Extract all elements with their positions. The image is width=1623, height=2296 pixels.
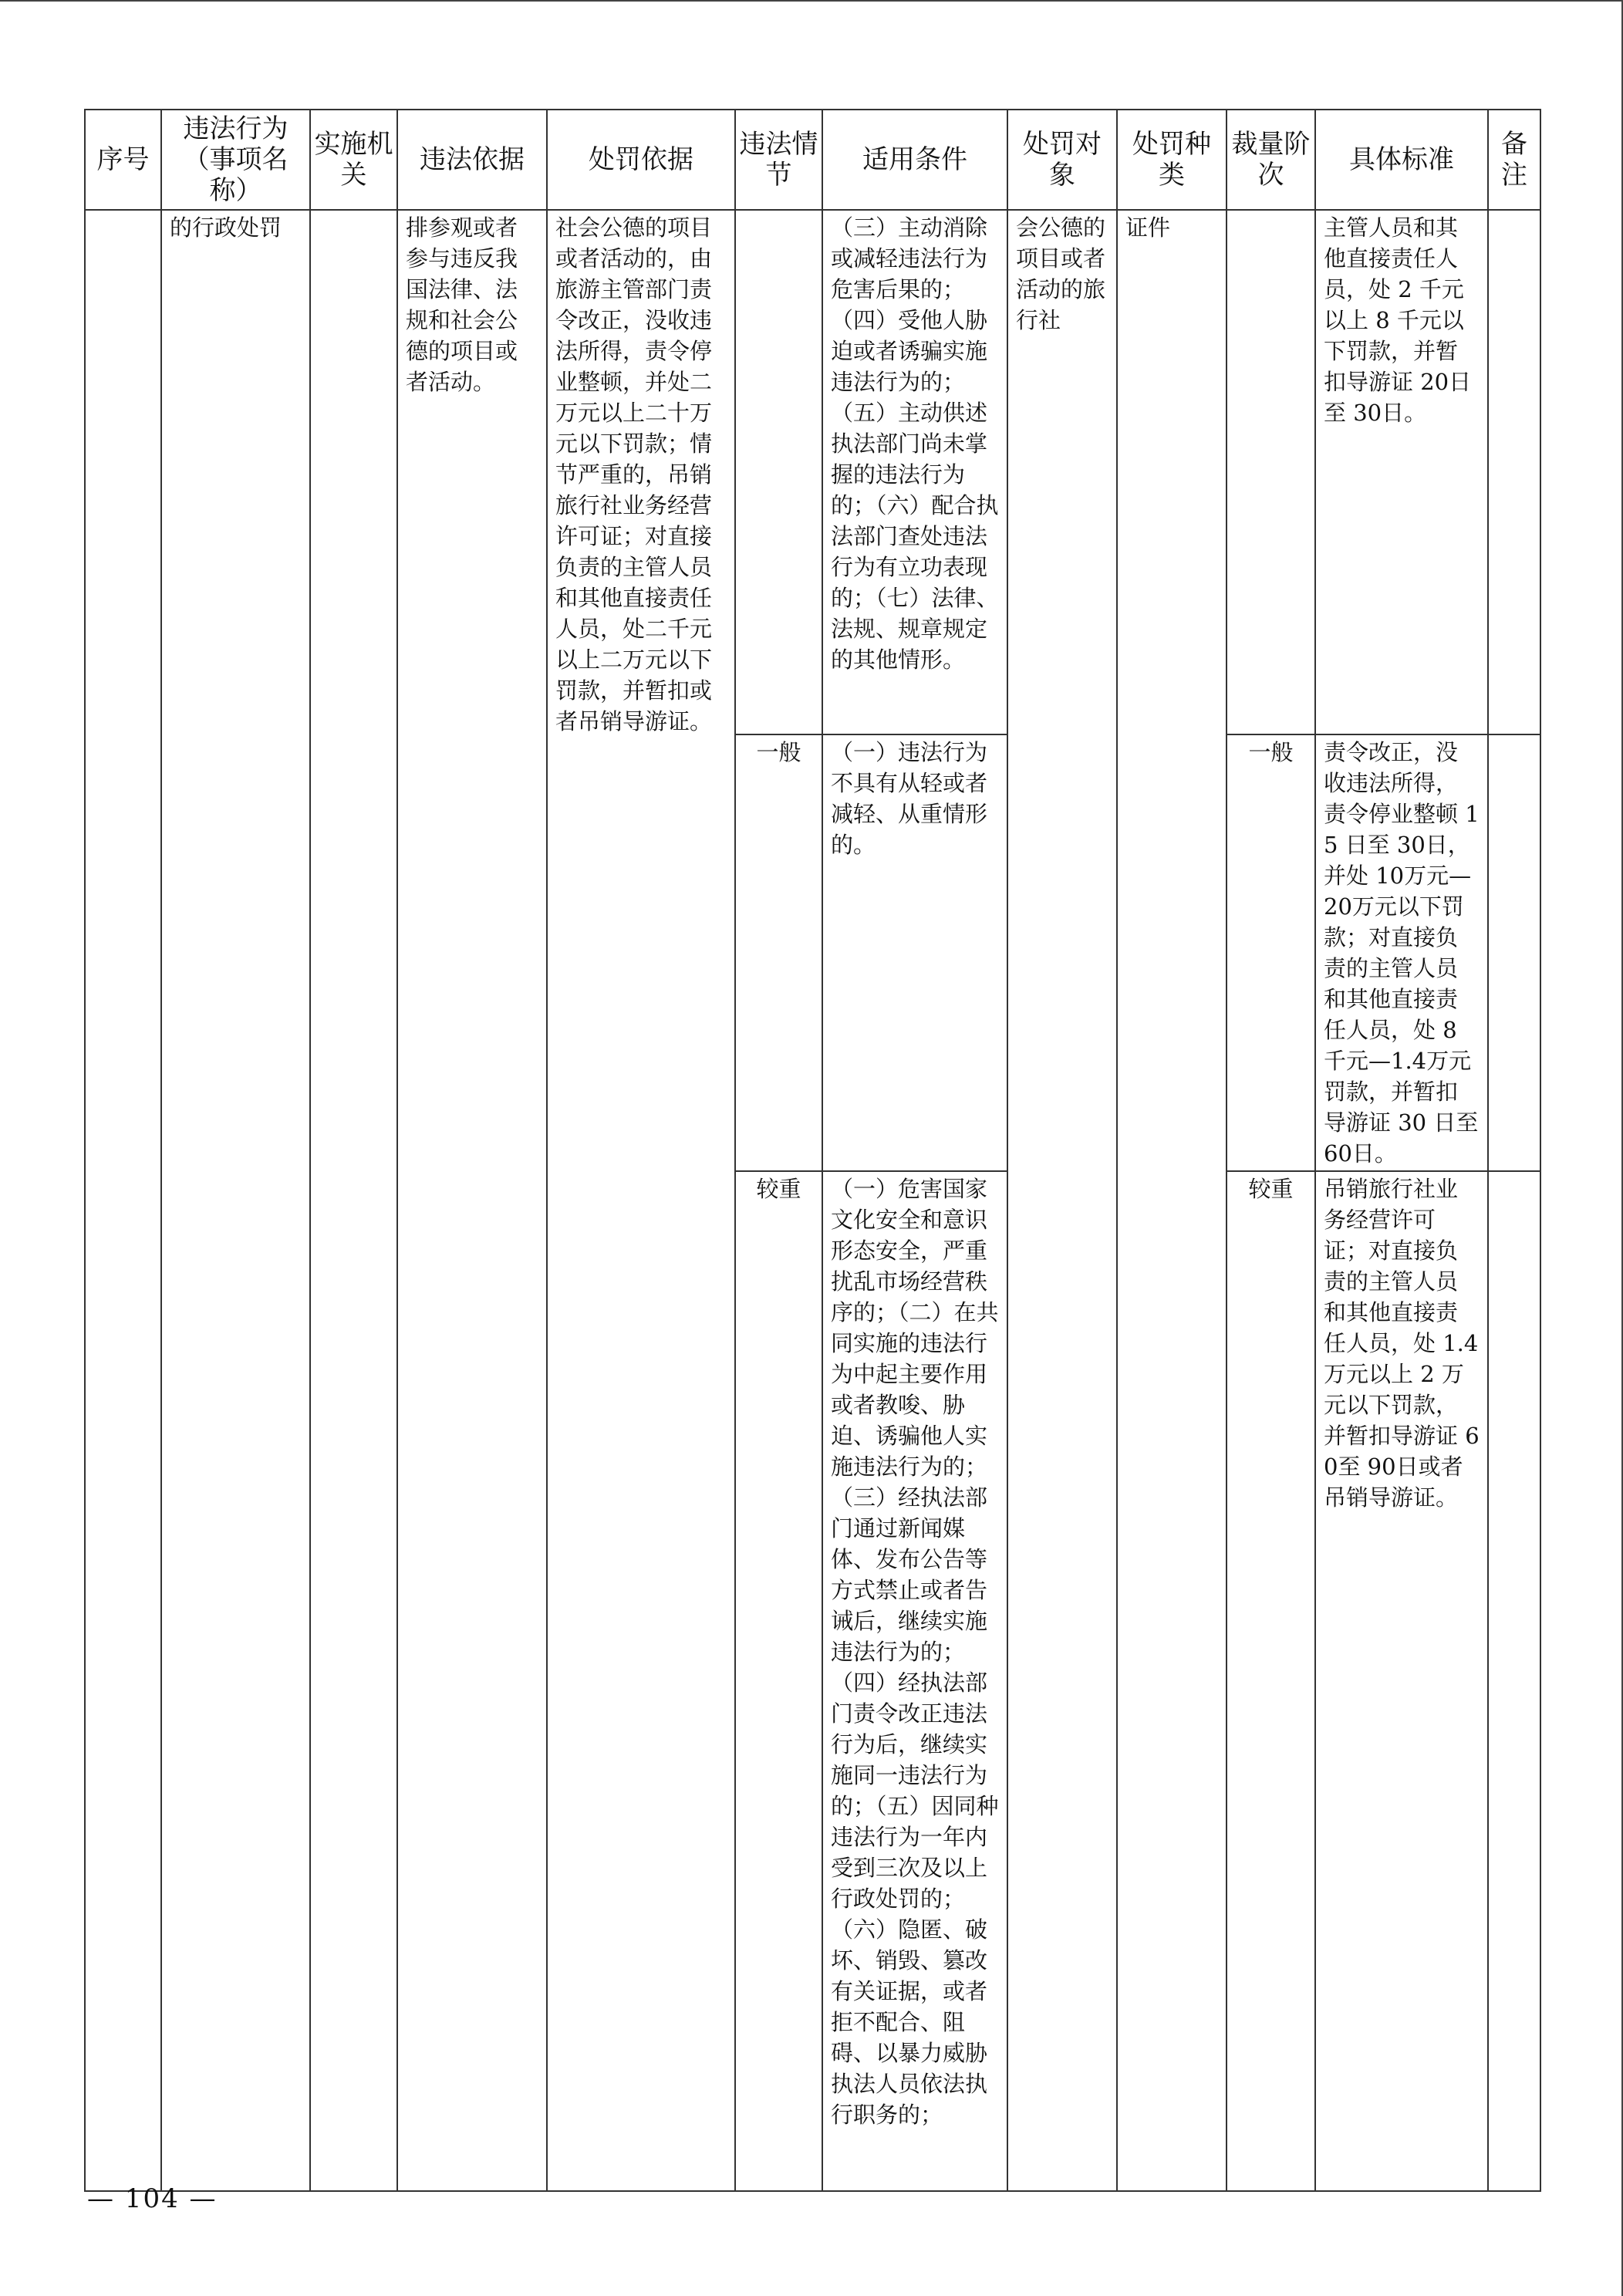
page-number: — 104 — (87, 2183, 218, 2214)
table-row (85, 210, 1540, 734)
cell-remarks-1 (1488, 210, 1540, 734)
header-conditions: 适用条件 (822, 110, 1007, 210)
cell-remarks-2 (1488, 734, 1540, 1171)
header-circumstance: 违法情节 (735, 110, 822, 210)
cell-basis-penalty: 社会公德的项目或者活动的，由旅游主管部门责令改正，没收违法所得，责令停业整顿，并处二万元以上二十万元以下罚款；情节严重的，吊销旅行社业务经营许可证；对直接负责的主管人员和其他直接责任人员，处二千元以上二万元以下罚款，并暂扣或者吊销导游证。 (547, 210, 735, 2191)
top-border-line (0, 0, 1623, 2)
penalty-discretion-table (84, 109, 1541, 2192)
cell-basis-violation: 排参观或者参与违反我国法律、法规和社会公德的项目或者活动。 (397, 210, 547, 2191)
cell-circumstance-3: 较重 (735, 1171, 822, 2191)
cell-level-3: 较重 (1227, 1171, 1315, 2191)
header-standard: 具体标准 (1315, 110, 1488, 210)
cell-standard-3: 吊销旅行社业务经营许可证；对直接负责的主管人员和其他直接责任人员，处 1.4 万元以上 2 万元以下罚款，并暂扣导游证 60至 90日或者吊销导游证。 (1315, 1171, 1488, 2191)
cell-circumstance-1 (735, 210, 822, 734)
header-basis-violation: 违法依据 (397, 110, 547, 210)
cell-level-1 (1227, 210, 1315, 734)
cell-circumstance-2: 一般 (735, 734, 822, 1171)
cell-penalty-type: 证件 (1117, 210, 1227, 2191)
cell-level-2: 一般 (1227, 734, 1315, 1171)
header-level: 裁量阶次 (1227, 110, 1315, 210)
cell-conditions-3: （一）危害国家文化安全和意识形态安全，严重扰乱市场经营秩序的；（二）在共同实施的违法行为中起主要作用或者教唆、胁迫、诱骗他人实施违法行为的；（三）经执法部门通过新闻媒体、发布公告等方式禁止或者告诫后，继续实施违法行为的；（四）经执法部门责令改正违法行为后，继续实施同一违法行为的；（五）因同种违法行为一年内受到三次及以上行政处罚的；（六）隐匿、破坏、销毁、篡改有关证据，或者拒不配合、阻碍、以暴力威胁执法人员依法执行职务的； (822, 1171, 1007, 2191)
header-remarks: 备注 (1488, 110, 1540, 210)
cell-conditions-1: （三）主动消除或减轻违法行为危害后果的；（四）受他人胁迫或者诱骗实施违法行为的；（五）主动供述执法部门尚未掌握的违法行为的；（六）配合执法部门查处违法行为有立功表现的；（七）法律、法规、规章规定的其他情形。 (822, 210, 1007, 734)
cell-target: 会公德的项目或者活动的旅行社 (1007, 210, 1117, 2191)
cell-standard-1: 主管人员和其他直接责任人员，处 2 千元以上 8 千元以下罚款，并暂扣导游证 20日至 30日。 (1315, 210, 1488, 734)
header-agency: 实施机关 (310, 110, 397, 210)
header-item: 违法行为（事项名称） (161, 110, 310, 210)
cell-no (85, 210, 161, 2191)
header-row (85, 110, 1540, 210)
cell-agency (310, 210, 397, 2191)
cell-item: 的行政处罚 (161, 210, 310, 2191)
header-target: 处罚对象 (1007, 110, 1117, 210)
header-no: 序号 (85, 110, 161, 210)
cell-conditions-2: （一）违法行为不具有从轻或者减轻、从重情形的。 (822, 734, 1007, 1171)
cell-remarks-3 (1488, 1171, 1540, 2191)
header-basis-penalty: 处罚依据 (547, 110, 735, 210)
header-penalty-type: 处罚种类 (1117, 110, 1227, 210)
cell-standard-2: 责令改正，没收违法所得，责令停业整顿 15 日至 30日，并处 10万元—20万元以下罚款；对直接负责的主管人员和其他直接责任人员，处 8 千元—1.4万元罚款，并暂扣导游证 30 日至 60日。 (1315, 734, 1488, 1171)
